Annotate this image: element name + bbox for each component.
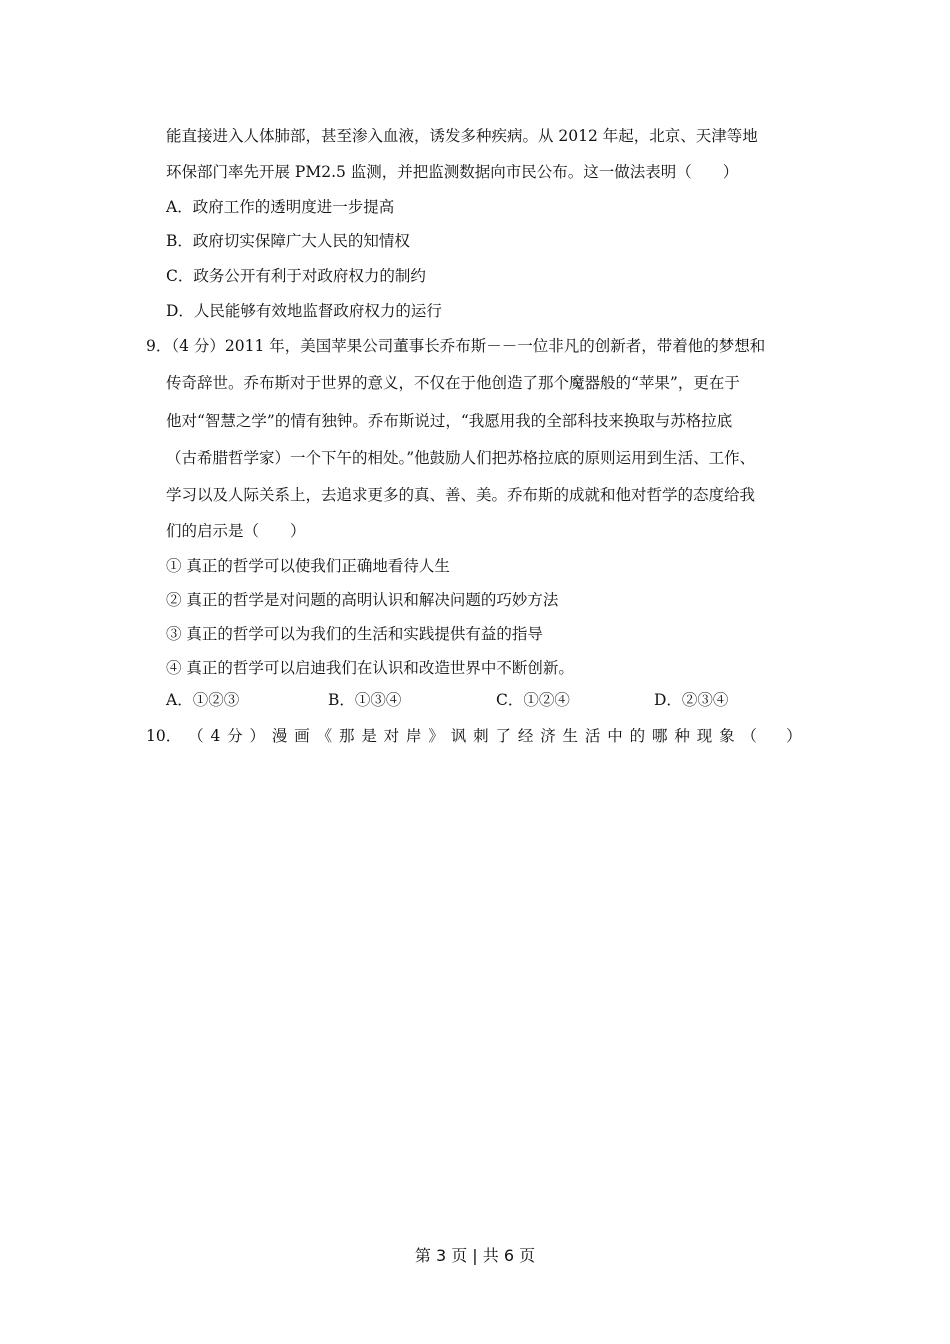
- q9-option-b: B．①③④: [328, 691, 402, 709]
- q10-char: 讽: [450, 727, 467, 745]
- q9-statement-2: ② 真正的哲学是对问题的高明认识和解决问题的巧妙方法: [166, 591, 559, 609]
- q9-stem-line-6: 们的启示是（ ）: [166, 522, 306, 540]
- q10-stem-line: [146, 726, 802, 746]
- q10-char: 经: [517, 727, 534, 745]
- q10-char: 分: [227, 727, 243, 745]
- q9-stem-line-5: 学习以及人际关系上，去追求更多的真、善、美。乔布斯的成就和他对哲学的态度给我: [166, 486, 756, 504]
- q10-char: 对: [383, 727, 400, 745]
- q10-char: [764, 726, 780, 746]
- q10-char: 刺: [473, 727, 489, 745]
- q9-options-row: [166, 690, 806, 712]
- q9-option-a: A．①②③: [166, 691, 240, 709]
- q8-stem-line-2: 环保部门率先开展 PM2.5 监测，并把监测数据向市民公布。这一做法表明（ ）: [166, 163, 739, 181]
- q9-stem-line-1: 9．（4 分）2011 年，美国苹果公司董事长乔布斯－－一位非凡的创新者，带着他的梦想和: [146, 337, 766, 355]
- q9-option-d: D．②③④: [654, 691, 729, 709]
- q9-statement-1: ① 真正的哲学可以使我们正确地看待人生: [166, 557, 450, 575]
- q10-char: 《: [316, 727, 333, 745]
- q10-char: ）: [786, 727, 802, 745]
- q8-option-a: A．政府工作的透明度进一步提高: [166, 198, 395, 216]
- q10-char: 中: [607, 727, 623, 745]
- q10-char: ）: [249, 727, 266, 745]
- q8-option-b: B．政府切实保障广大人民的知情权: [166, 232, 410, 250]
- q10-char: 4: [210, 727, 221, 745]
- q10-char: （: [188, 727, 204, 745]
- q10-char: 的: [629, 727, 646, 745]
- q10-char: 那: [338, 727, 355, 745]
- page-number-footer: 第 3 页 | 共 6 页: [414, 1246, 536, 1265]
- q9-option-c: C．①②④: [496, 691, 570, 709]
- q8-option-c: C．政务公开有利于对政府权力的制约: [166, 267, 426, 285]
- q10-char: 种: [674, 727, 690, 745]
- q9-statement-3: ③ 真正的哲学可以为我们的生活和实践提供有益的指导: [166, 625, 543, 643]
- q8-stem-line-1: 能直接进入人体肺部，甚至渗入血液，诱发多种疾病。从 2012 年起，北京、天津等地: [166, 127, 758, 145]
- q10-char: 象: [719, 727, 735, 745]
- q10-char: 漫: [271, 727, 288, 745]
- q10-char: 生: [562, 727, 579, 745]
- q9-stem-line-4: （古希腊哲学家）一个下午的相处。”他鼓励人们把苏格拉底的原则运用到生活、工作、: [166, 449, 756, 467]
- q9-stem-line-3: 他对“智慧之学”的情有独钟。乔布斯说过，“我愿用我的全部科技来换取与苏格拉底: [166, 412, 733, 430]
- q10-char: 10．: [146, 727, 182, 745]
- q10-char: 活: [584, 727, 601, 745]
- q10-char: 画: [294, 727, 310, 745]
- q10-char: 》: [428, 727, 444, 745]
- q10-char: 哪: [651, 727, 668, 745]
- q9-stem-line-2: 传奇辞世。乔布斯对于世界的意义，不仅在于他创造了那个魔器般的“苹果”，更在于: [166, 374, 740, 392]
- q9-statement-4: ④ 真正的哲学可以启迪我们在认识和改造世界中不断创新。: [166, 659, 574, 677]
- q10-char: 是: [361, 727, 377, 745]
- q10-char: （: [741, 727, 757, 745]
- q10-char: 岸: [406, 727, 422, 745]
- q10-char: 济: [540, 727, 556, 745]
- q10-char: 了: [495, 727, 511, 745]
- q10-char: 现: [696, 727, 713, 745]
- q8-option-d: D．人民能够有效地监督政府权力的运行: [166, 302, 442, 320]
